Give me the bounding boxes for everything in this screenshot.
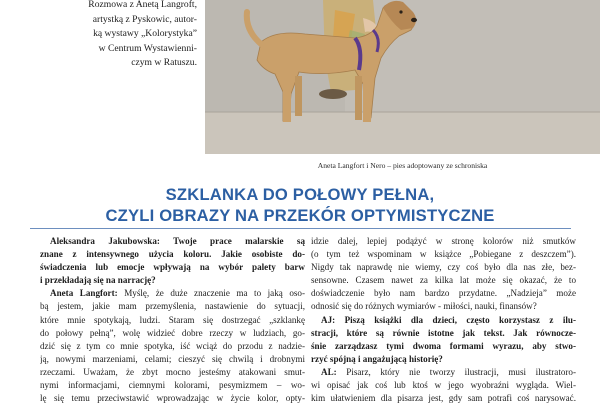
dog-nose — [411, 18, 417, 22]
answer-text: sensowne. Czasem nawet za kilka lat może się okazać, że to — [311, 275, 576, 286]
article-column-left — [40, 235, 305, 405]
question-speaker: AJ: — [321, 314, 336, 325]
intro-line: czym w Ratuszu. — [131, 57, 197, 68]
answer-text: rzeczami. Uważam, że zbyt mocno jesteśmy atakowani smut- — [40, 366, 305, 377]
text-line — [311, 314, 576, 327]
photo-artist-with-dog — [205, 0, 600, 154]
intro-line: artystką z Pyskowic, autor- — [92, 13, 197, 25]
article-headline — [0, 184, 600, 226]
intro-line: w Centrum Wystawienni- — [98, 42, 197, 54]
answer-text: bą jestem, jakie mam przemyślenia, nastawienie do sytuacji, — [40, 301, 305, 312]
intro-block — [0, 0, 205, 160]
question-text: Twoje prace malarskie są — [159, 236, 305, 246]
question-text: śnie zarządzasz tymi dwoma formami wyrazu, aby stwo- — [311, 340, 576, 351]
question-text: świadczenia lub emocje wpływają na wybór palety barw — [40, 262, 305, 273]
answer-text: dzić się z tym co mnie spotyka, iść wciąż do przodu z nadzie- — [40, 340, 305, 351]
person-shoe — [319, 89, 347, 99]
question-speaker: Aleksandra Jakubowska: — [50, 236, 160, 246]
answer-text: wi opisać jak coś lub ktoś w jego wyobraźni wygląda. Wiel- — [311, 380, 576, 391]
answer-text: do połowy pełną”, wolę widzieć dobre rzeczy w ludziach, go- — [40, 327, 305, 338]
article-column-right — [311, 235, 576, 405]
answer-text: nymi informacjami, ciemnymi kolorami, pesymizmem – wo- — [40, 380, 305, 391]
answer-text: doświadczenie było nam bardzo przydatne. „Nadzieja” może — [311, 288, 576, 299]
answer-text: (o tym też wspominam w książce „Pobiegane z deszczem”). — [311, 249, 576, 260]
intro-text — [47, 0, 197, 71]
question-text: rzyć spójną i angażującą historię? — [311, 353, 443, 364]
text-line — [40, 287, 305, 300]
text-line — [311, 366, 576, 379]
answer-text: ją, nowymi marzeniami, celami; cieszyć się chwilą i drobnymi — [40, 353, 305, 364]
answer-speaker: Aneta Langfort: — [50, 288, 118, 299]
answer-speaker: AL: — [321, 366, 337, 377]
dog-leg — [295, 76, 302, 116]
answer-text: idzie dalej, lepiej podążyć w stronę kolorów niż smutków — [311, 236, 576, 246]
question-text: i przekładają się na narrację? — [40, 275, 156, 286]
answer-text: lę się temu przeciwstawić wprowadzając w życie kolor, opty- — [40, 393, 305, 404]
answer-text: Pisarz, który nie tworzy ilustracji, musi ilustratoro- — [336, 366, 576, 377]
answer-text: odnosić się do różnych wymiarów - miłości, nauki, finansów? — [311, 301, 537, 312]
answer-text: Nigdy tak naprawdę nie wiemy, czy coś było dla nas złe, bez- — [311, 262, 576, 273]
intro-line: Rozmowa z Anetą Langroft, — [88, 0, 197, 10]
photo-illustration — [205, 0, 600, 154]
headline-rule — [30, 228, 571, 229]
dog-leg — [283, 80, 291, 122]
floor — [205, 112, 600, 154]
question-text: stracji, które są równie istotne jak tekst. Jak równocze- — [311, 327, 576, 338]
question-text: Piszą książki dla dzieci, często korzystasz z ilu- — [335, 314, 576, 325]
dog-leg — [355, 76, 362, 120]
dog-leg — [363, 80, 371, 122]
intro-line: ką wystawy „Kolorystyka” — [93, 28, 197, 39]
question-text: znane z intensywnego użycia koloru. Jakie osobiste do- — [40, 249, 305, 260]
photo-caption: Aneta Langfort i Nero – pies adoptowany ze schroniska — [317, 161, 488, 170]
dog-eye — [399, 10, 402, 13]
answer-text: które mnie spotykają, ludzi. Staram się dostrzegać „szklankę — [40, 314, 305, 325]
answer-text: Myślę, że duże znaczenie ma to jaką oso- — [117, 288, 305, 299]
headline-line: SZKLANKA DO POŁOWY PEŁNA, — [165, 185, 435, 204]
text-line — [40, 235, 305, 248]
headline-line: CZYLI OBRAZY NA PRZEKÓR OPTYMISTYCZNE — [105, 206, 495, 225]
answer-text: kim ułatwieniem dla pisarza jest, gdy sam potrafi coś narysować. — [311, 393, 576, 404]
